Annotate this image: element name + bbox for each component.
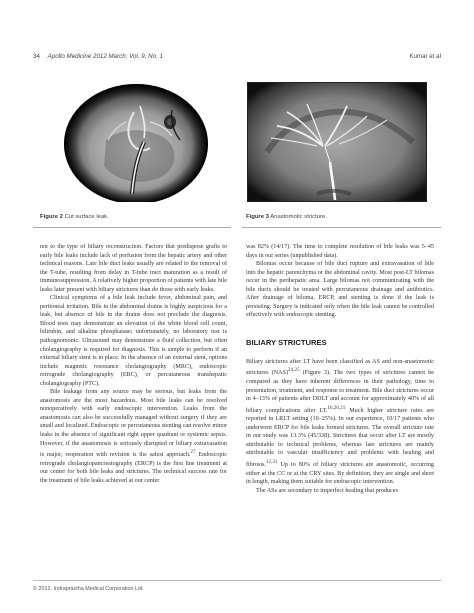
left-column — [40, 243, 227, 485]
figure-3-caption — [246, 214, 327, 220]
figure-2-image — [46, 82, 226, 202]
figure-3-graphic — [247, 82, 427, 202]
running-authors: Kumar et al — [409, 53, 441, 60]
header-left — [33, 53, 163, 60]
figure-2-label: Figure 2 — [40, 214, 63, 220]
left-paragraph-2: Clinical symptoms of a bile leak include fever, abdominal pain, and peritoneal irritation. Bile in the abdominal drains is highly suspicious for a leak, but absence of bile in the drains does not preclude the diagnosis. Blood tests may demonstrate an elevation of the white blood cell count, bilirubin, and alkaline phosphatase; unfortunately, no laboratory test is pathognomonic. Ultrasound may demonstrate a fluid collection, but often cholangiography is required for diagnosis. This is simple to perform if an external biliary stent is in place. In the absence of an external stent, options include magnetic resonance cholangiography (MRC), endoscopic retrograde cholangiography (ERC), or percutaneous transhepatic cholangiography (PTC). — [40, 295, 227, 387]
journal-title: Apollo Medicine 2012 March; Vol. 9, No. 1 — [47, 53, 163, 60]
figure-2-caption-text: Cut surface leak. — [64, 214, 109, 220]
caption-divider-left — [33, 227, 231, 228]
right-paragraph-3 — [246, 358, 434, 487]
left-p3-text-b: Endoscopic retrograde cholangiopancreatography (ERCP) is the first line treatment at our center for both bile leaks and strictures. The technical success rate for the treatment of bile leaks achieved at our center — [40, 452, 227, 484]
right-p3-text-b: (Figure 3). The two types of strictures cannot be compared as they have inherent differences in their pathology, time to presentation, treatment, and response to treatment. Bile duct strictures occur in 4–13% of patients after DDLT and account for approximately 40% of all biliary complications after LT. — [246, 370, 434, 414]
left-paragraph-3 — [40, 388, 227, 485]
reference-16-20-21: 16,20,21 — [327, 404, 346, 411]
left-paragraph-1: not to the type of biliary reconstruction. Factors that predispose grafts to early bile leaks include lack of perfusion from the hepatic artery and other technical reasons. Late bile duct leaks usually are related to the removal of the T-tube, resulting from delay in T-tube tract maturation as a result of immunosuppression. A relatively higher proportion of patients with late bile leaks later present with biliary strictures than do those with early leaks. — [40, 244, 227, 293]
figure-3-label: Figure 3 — [246, 214, 269, 220]
figure-2-caption — [40, 214, 109, 220]
reference-27: 27 — [190, 449, 196, 456]
figure-3-caption-text: Anastomotic stricture. — [270, 214, 327, 220]
page-number: 34 — [33, 53, 40, 60]
copyright-footer: © 2012, Indraprastha Medical Corporation Ltd — [33, 586, 143, 592]
footer-divider — [33, 580, 441, 581]
figure-3-image — [247, 82, 427, 202]
figure-2-graphic — [46, 82, 226, 202]
right-p3-text-d: Up to 80% of biliary strictures are anastomotic, occurring either at the CC or at the CRY sites. By definition, they are single and short in length, making them suitable for endoscopic intervention. — [246, 462, 434, 486]
page-header — [33, 53, 441, 65]
caption-divider-right — [242, 227, 441, 228]
right-paragraph-2: Bilomas occur because of bile duct rupture and extravasation of bile into the hepatic parenchyma or the abdominal cavity. Most post-LT bilomas occur in the perihepatic area. Large bilomas not communicating with the bile ducts should be treated with percutaneous drainage and antibiotics. After drainage of biloma, ERCP, and stenting is done if the leak is persisting. Surgery is indicated only when the bile leak cannot be controlled effectively with endoscopic stenting. — [246, 261, 434, 319]
reference-12-31: 12,31 — [265, 459, 278, 466]
right-p3-text-a: Biliary strictures after LT have been classified as AS and non-anastomotic strictures (NAS) — [246, 358, 434, 377]
left-p3-text-a: Bile leakage from any source may be serious, but leaks from the anastomosis are the most hazardous. Most bile leaks can be resolved nonoperatively with early endoscopic intervention. Leaks from the anastomosis can also be successfully managed without surgery if they are small and localized. Endoscopic or percutaneous stenting can resolve minor leaks in the absence of significant right upper quadrant or systemic sepsis. However, if the anastomosis is seriously disrupted or biliary extravasation is major, reoperation with revision is the safest approach. — [40, 389, 227, 459]
right-paragraph-1: was 82% (14/17). The time to complete resolution of bile leaks was 5–45 days in our series (unpublished data). — [246, 244, 434, 259]
reference-24-25: 24,25 — [288, 367, 300, 374]
right-paragraph-4: The ASs are secondary to imperfect healing that produces — [256, 487, 398, 494]
right-p3-text-c: Much higher stricture rates are reported in LRLT setting (10–25%). In our experience, 10/17 patients who underwent ERCP for bile leaks formed strictures. The overall stricture rate in our study was 13.3% (45/338). Strictures that occur after LT are mostly attributable to technical problems, whereas late strictures are mainly attributable to vascular insufficiency and problems with healing and fibrosis. — [246, 407, 434, 469]
section-heading-biliary-strictures: BILIARY STRICTURES — [246, 337, 327, 347]
right-column — [246, 243, 434, 495]
